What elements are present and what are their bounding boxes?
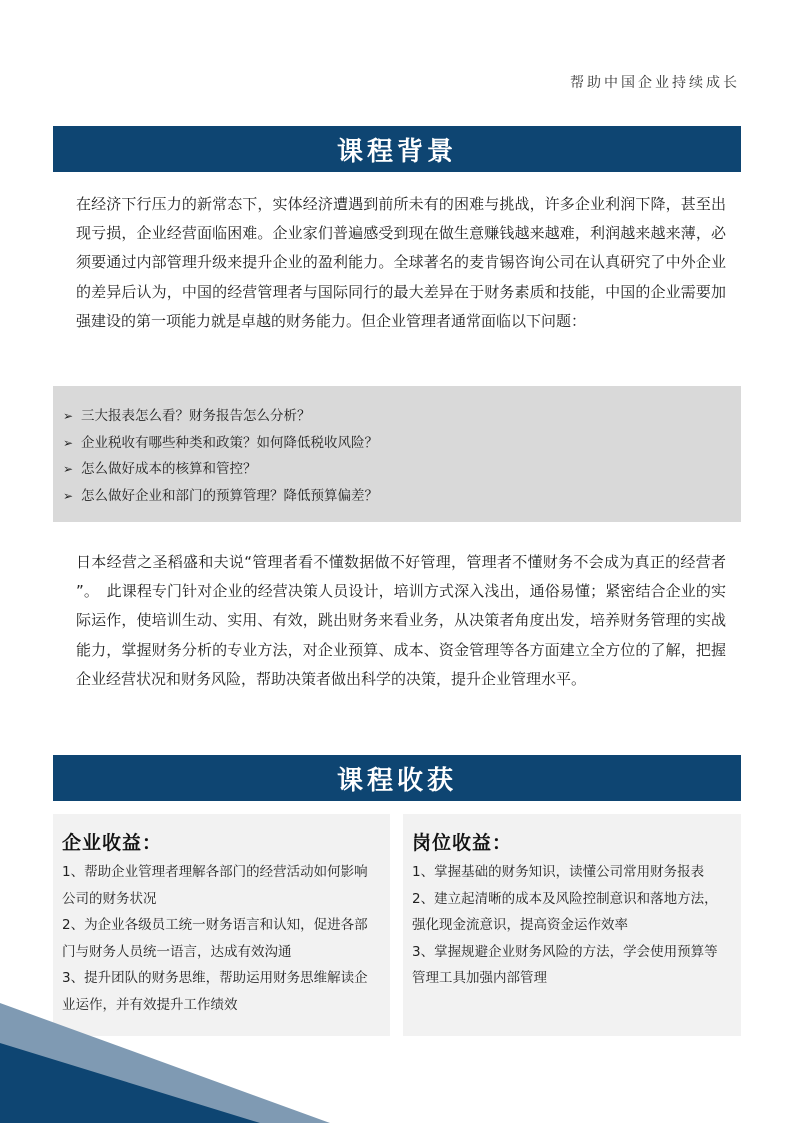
position-gains-card xyxy=(403,814,741,1036)
arrow-bullet-icon: ➢ xyxy=(63,488,74,503)
enterprise-gain-item: 3、提升团队的财务思维，帮助运用财务思维解读企业运作，并有效提升工作绩效 xyxy=(62,970,368,1013)
arrow-bullet-icon: ➢ xyxy=(63,435,74,450)
background-intro-paragraph: 在经济下行压力的新常态下，实体经济遭遇到前所未有的困难与挑战，许多企业利润下降，甚至出现亏损，企业经营面临困难。企业家们普遍感受到现在做生意赚钱越来越难，利润越来越来薄，必须要通过内部管理升级来提升企业的盈利能力。全球著名的麦肯锡咨询公司在认真研究了中外企业的差异后认为，中国的经营管理者与国际同行的最大差异在于财务素质和技能，中国的企业需要加强建设的第一项能力就是卓越的财务能力。但企业管理者通常面临以下问题： xyxy=(76,195,726,330)
question-item: ➢ 三大报表怎么看？财务报告怎么分析？ xyxy=(63,403,741,430)
background-section-title: 课程背景 xyxy=(336,136,457,167)
question-item: ➢ 企业税收有哪些种类和政策？如何降低税收风险？ xyxy=(63,430,741,457)
enterprise-gain-item: 1、帮助企业管理者理解各部门的经营活动如何影响公司的财务状况 xyxy=(62,864,368,907)
corner-decoration xyxy=(0,1003,330,1123)
position-gain-item: 1、掌握基础的财务知识，读懂公司常用财务报表 xyxy=(412,864,705,880)
gains-section-title-bar xyxy=(53,755,741,801)
questions-box xyxy=(53,386,741,522)
enterprise-gains-heading: 企业收益： xyxy=(62,832,163,854)
enterprise-gain-item: 2、为企业各级员工统一财务语言和认知，促进各部门与财务人员统一语言，达成有效沟通 xyxy=(62,917,368,960)
background-section-title-bar xyxy=(53,126,741,172)
position-gain-item: 3、掌握规避企业财务风险的方法，学会使用预算等管理工具加强内部管理 xyxy=(412,943,718,986)
background-closing-paragraph: 日本经营之圣稻盛和夫说“管理者看不懂数据做不好管理，管理者不懂财务不会成为真正的经营者 ”。 此课程专门针对企业的经营决策人员设计，培训方式深入浅出，通俗易懂；紧密结合企业的实际运作，使培训生动、实用、有效，跳出财务来看业务，从决策者角度出发，培养财务管理的实战能力，掌握财务分析的专业方法，对企业预算、成本、资金管理等各方面建立全方位的了解，把握企业经营状况和财务风险，帮助决策者做出科学的决策，提升企业管理水平。 xyxy=(76,553,726,688)
position-gain-item: 2、建立起清晰的成本及风险控制意识和落地方法，强化现金流意识，提高资金运作效率 xyxy=(412,890,718,933)
question-item: ➢ 怎么做好成本的核算和管控？ xyxy=(63,456,741,483)
questions-list xyxy=(53,386,741,509)
position-gains-heading: 岗位收益： xyxy=(412,832,513,854)
gains-section-title: 课程收获 xyxy=(336,765,457,796)
page-tagline: 帮助中国企业持续成长 xyxy=(570,75,740,91)
arrow-bullet-icon: ➢ xyxy=(63,462,74,476)
question-item: ➢ 怎么做好企业和部门的预算管理？降低预算偏差？ xyxy=(63,483,741,510)
arrow-bullet-icon: ➢ xyxy=(63,409,74,423)
